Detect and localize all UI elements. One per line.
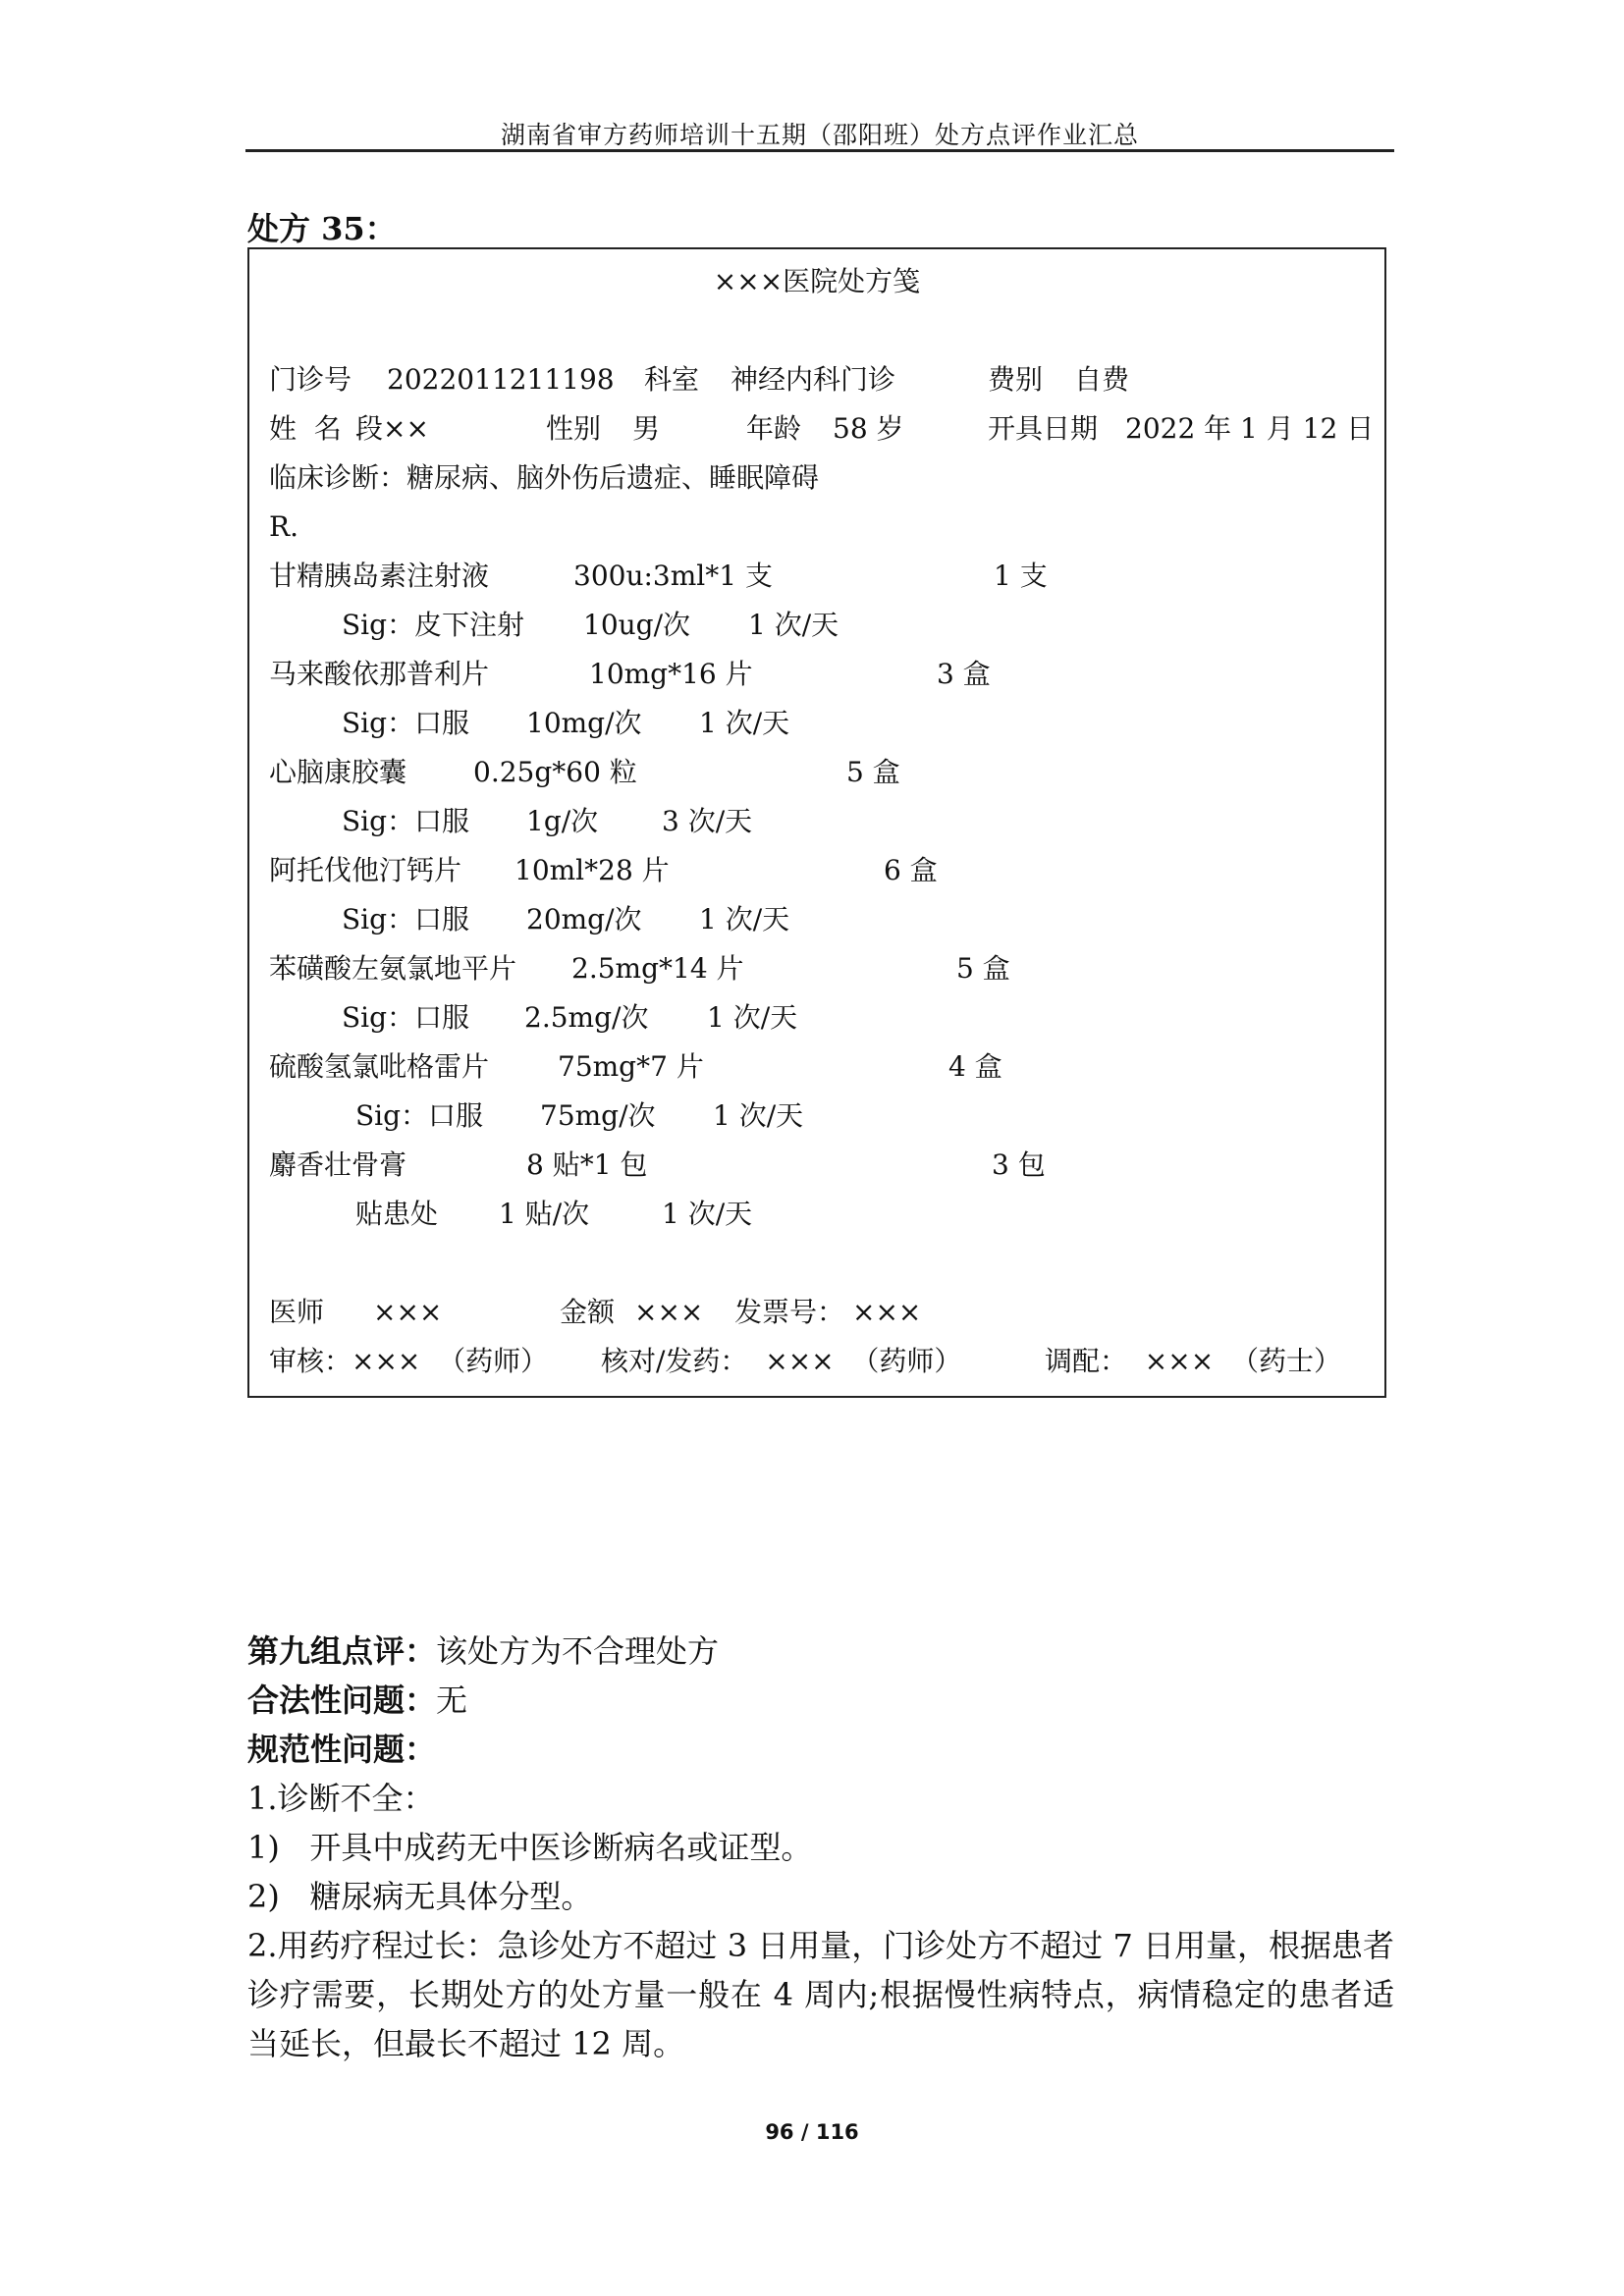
- sex-label: 性别: [546, 412, 602, 445]
- legality-text: 无: [436, 1682, 468, 1719]
- drug-freq: 1 次/天: [748, 609, 839, 641]
- header-divider: [245, 149, 1394, 152]
- clinical-diagnosis: 临床诊断：糖尿病、脑外伤后遗症、睡眠障碍: [269, 461, 820, 494]
- drug-qty: 5 盒: [846, 756, 900, 788]
- drug-name: 苯磺酸左氨氯地平片: [269, 952, 517, 985]
- drug-name: 阿托伐他汀钙片: [269, 854, 462, 886]
- drug-spec: 8 贴*1 包: [526, 1148, 648, 1181]
- prescription-number: 处方 35：: [247, 210, 397, 247]
- drug-name: 心脑康胶囊: [269, 756, 407, 788]
- legality-label: 合法性问题：: [247, 1682, 437, 1719]
- fee-value: 自费: [1074, 363, 1130, 396]
- doctor-value: ×××: [373, 1296, 443, 1328]
- check-dispense-pharmacist: 核对/发药： ××× （药师）: [601, 1345, 962, 1377]
- norm-label: 规范性问题：: [247, 1731, 437, 1768]
- amount-label: 金额: [560, 1296, 616, 1328]
- drug-freq: 1 次/天: [713, 1099, 804, 1132]
- legality-line: [247, 1681, 467, 1720]
- review-group-line: [247, 1631, 719, 1671]
- drug-spec: 10ml*28 片: [514, 854, 670, 886]
- invoice-value: ×××: [852, 1296, 922, 1328]
- drug-qty: 5 盒: [956, 952, 1010, 985]
- review-group-label: 第九组点评：: [247, 1632, 437, 1670]
- prescription-title: ×××医院处方笺: [713, 265, 921, 297]
- issue-1: 1.诊断不全：: [247, 1780, 435, 1817]
- drug-dose: 10ug/次: [583, 609, 691, 641]
- drug-sig: 贴患处: [355, 1198, 439, 1230]
- drug-dose: 75mg/次: [540, 1099, 656, 1132]
- drug-freq: 1 次/天: [699, 707, 790, 739]
- rp-symbol: R.: [269, 510, 298, 543]
- drug-qty: 3 包: [992, 1148, 1046, 1181]
- age-label: 年龄: [746, 412, 802, 445]
- drug-dose: 2.5mg/次: [524, 1001, 649, 1034]
- issue-1b: 2) 糖尿病无具体分型。: [247, 1878, 593, 1915]
- drug-name: 甘精胰岛素注射液: [269, 560, 490, 592]
- prescription-form: [247, 247, 1386, 1398]
- drug-sig: Sig：皮下注射: [342, 609, 525, 641]
- page-header-title: 湖南省审方药师培训十五期（邵阳班）处方点评作业汇总: [500, 121, 1139, 149]
- drug-freq: 1 次/天: [699, 903, 790, 935]
- age-value: 58 岁: [833, 412, 904, 445]
- drug-spec: 75mg*7 片: [558, 1050, 704, 1083]
- drug-sig: Sig：口服: [342, 805, 470, 837]
- norm-line: [247, 1730, 436, 1769]
- drug-dose: 1 贴/次: [499, 1198, 590, 1230]
- drug-spec: 2.5mg*14 片: [571, 952, 744, 985]
- clinic-no-value: 2022011211198: [387, 363, 615, 396]
- date-label: 开具日期: [988, 412, 1099, 445]
- drug-dose: 20mg/次: [526, 903, 642, 935]
- drug-sig: Sig：口服: [342, 903, 470, 935]
- drug-sig: Sig：口服: [355, 1099, 484, 1132]
- name-label: 姓 名: [269, 412, 342, 445]
- name-value: 段××: [355, 412, 429, 445]
- doctor-label: 医师: [269, 1296, 325, 1328]
- drug-spec: 10mg*16 片: [589, 658, 753, 690]
- drug-sig: Sig：口服: [342, 707, 470, 739]
- date-value: 2022 年 1 月 12 日: [1125, 412, 1375, 445]
- drug-name: 硫酸氢氯吡格雷片: [269, 1050, 490, 1083]
- dispensing-technician: 调配： ××× （药士）: [1045, 1345, 1341, 1377]
- invoice-label: 发票号：: [734, 1296, 845, 1328]
- sex-value: 男: [632, 412, 661, 445]
- drug-freq: 1 次/天: [662, 1198, 753, 1230]
- issue-1a: 1) 开具中成药无中医诊断病名或证型。: [247, 1829, 813, 1866]
- drug-dose: 1g/次: [526, 805, 599, 837]
- drug-name: 马来酸依那普利片: [269, 658, 490, 690]
- drug-qty: 1 支: [994, 560, 1048, 592]
- audit-pharmacist: 审核：××× （药师）: [269, 1345, 549, 1377]
- drug-spec: 0.25g*60 粒: [473, 756, 637, 788]
- drug-freq: 3 次/天: [662, 805, 753, 837]
- drug-sig: Sig：口服: [342, 1001, 470, 1034]
- dept-value: 神经内科门诊: [731, 363, 896, 396]
- drug-qty: 3 盒: [937, 658, 991, 690]
- drug-spec: 300u:3ml*1 支: [573, 560, 773, 592]
- review-group-text: 该处方为不合理处方: [436, 1632, 720, 1670]
- page-number: 96 / 116: [765, 2120, 859, 2144]
- drug-qty: 6 盒: [884, 854, 938, 886]
- fee-label: 费别: [988, 363, 1044, 396]
- drug-freq: 1 次/天: [707, 1001, 798, 1034]
- issue-2: 2.用药疗程过长：急诊处方不超过 3 日用量，门诊处方不超过 7 日用量，根据患者诊疗需要，长期处方的处方量一般在 4 周内;根据慢性病特点，病情稳定的患者适当延长，但最长不超过 12 周。: [247, 1927, 1394, 2062]
- drug-name: 麝香壮骨膏: [269, 1148, 407, 1181]
- drug-qty: 4 盒: [948, 1050, 1002, 1083]
- clinic-no-label: 门诊号: [269, 363, 352, 396]
- drug-dose: 10mg/次: [526, 707, 642, 739]
- dept-label: 科室: [644, 363, 700, 396]
- amount-value: ×××: [634, 1296, 704, 1328]
